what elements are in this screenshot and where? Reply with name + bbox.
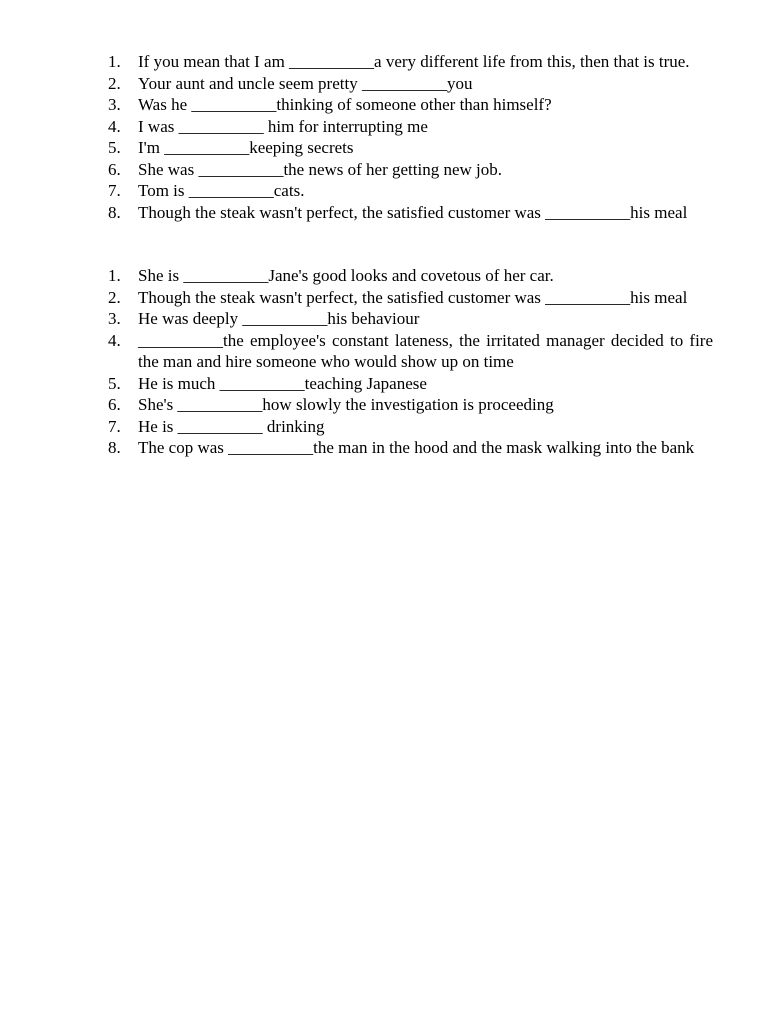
item-number: 7. <box>108 416 121 436</box>
item-number: 6. <box>108 395 121 414</box>
item-number: 8. <box>108 438 121 457</box>
list-item <box>108 416 713 438</box>
item-number: 1. <box>108 52 121 71</box>
item-number: 3. <box>108 309 121 328</box>
list-item <box>108 330 713 373</box>
list-item <box>108 73 713 95</box>
list-item <box>108 180 713 202</box>
list-item <box>108 94 713 116</box>
item-text: She was __________the news of her getting new job. <box>138 159 503 179</box>
item-text: If you mean that I am __________a very different life from this, then that is true. <box>138 52 690 71</box>
list-item <box>108 51 713 73</box>
exercise-list-1 <box>108 51 713 223</box>
item-text: The cop was __________the man in the hood and the mask walking into the bank <box>138 438 695 457</box>
item-text: He was deeply __________his behaviour <box>138 309 420 328</box>
item-text: Tom is __________cats. <box>138 181 305 200</box>
item-number: 6. <box>108 159 121 179</box>
item-number: 4. <box>108 116 121 136</box>
item-number: 8. <box>108 202 121 222</box>
list-item <box>108 308 713 330</box>
list-item <box>108 437 713 459</box>
list-item <box>108 202 713 224</box>
list-item <box>108 373 713 395</box>
item-text: Your aunt and uncle seem pretty __________you <box>138 73 473 93</box>
item-number: 5. <box>108 138 121 157</box>
list-item <box>108 394 713 416</box>
list-item <box>108 137 713 159</box>
item-text: Though the steak wasn't perfect, the satisfied customer was __________his meal <box>138 287 688 307</box>
item-text: She is __________Jane's good looks and covetous of her car. <box>138 266 554 285</box>
item-text: Was he __________thinking of someone other than himself? <box>138 95 552 114</box>
item-text: Though the steak wasn't perfect, the satisfied customer was __________his meal <box>138 202 688 222</box>
item-text: I was __________ him for interrupting me <box>138 116 428 136</box>
list-item <box>108 265 713 287</box>
list-item <box>108 287 713 309</box>
item-number: 5. <box>108 373 121 393</box>
item-number: 7. <box>108 181 121 200</box>
item-number: 4. <box>108 330 121 350</box>
item-number: 1. <box>108 266 121 285</box>
item-text: He is __________ drinking <box>138 416 325 436</box>
item-text: __________the employee's constant lateness, the irritated manager decided to fire the man and hire someone who would show up on time <box>138 330 713 371</box>
item-number: 2. <box>108 287 121 307</box>
item-text: She's __________how slowly the investigation is proceeding <box>138 395 554 414</box>
list-item <box>108 159 713 181</box>
item-number: 3. <box>108 95 121 114</box>
worksheet <box>108 51 713 459</box>
item-number: 2. <box>108 73 121 93</box>
item-text: He is much __________teaching Japanese <box>138 373 427 393</box>
exercise-list-2 <box>108 265 713 459</box>
list-item <box>108 116 713 138</box>
item-text: I'm __________keeping secrets <box>138 138 354 157</box>
